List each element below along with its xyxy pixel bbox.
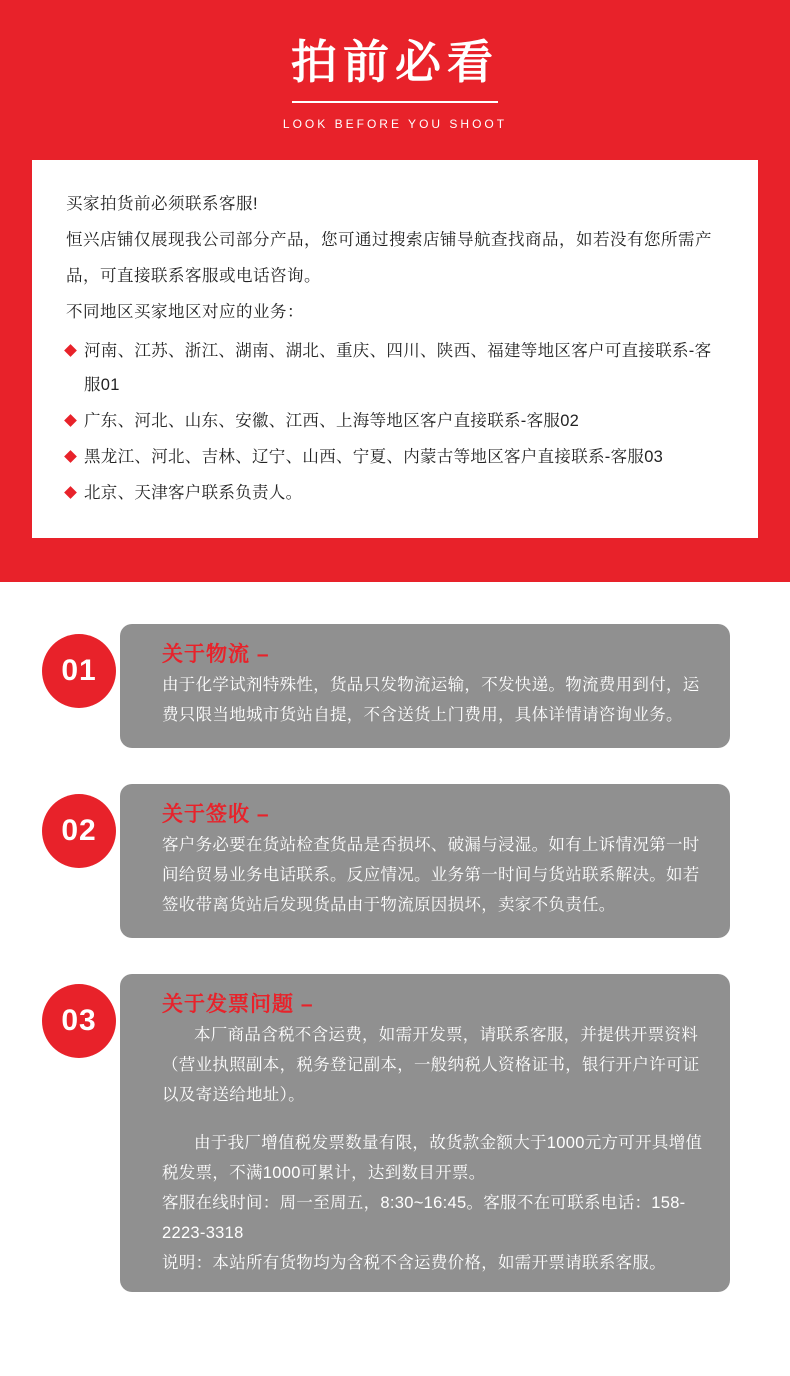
section-title-label: 关于签收 bbox=[162, 803, 250, 826]
diamond-bullet-icon bbox=[64, 414, 77, 427]
list-item-label: 黑龙江、河北、吉林、辽宁、山西、宁夏、内蒙古等地区客户直接联系-客服03 bbox=[84, 448, 664, 466]
list-item-label: 河南、江苏、浙江、湖南、湖北、重庆、四川、陕西、福建等地区客户可直接联系-客服01 bbox=[84, 342, 712, 394]
diamond-bullet-icon bbox=[64, 486, 77, 499]
notice-line-2: 恒兴店铺仅展现我公司部分产品，您可通过搜索店铺导航查找商品，如若没有您所需产品，可直接联系客服或电话咨询。 bbox=[66, 231, 712, 285]
section-paragraph: 由于我厂增值税发票数量有限，故货款金额大于1000元方可开具增值税发票，不满1000可累计，达到数目开票。 bbox=[162, 1134, 703, 1182]
notice-region-list bbox=[66, 334, 724, 510]
notice-line-1: 买家拍货前必须联系客服! bbox=[66, 195, 259, 213]
notice-card bbox=[32, 160, 758, 538]
section-paragraph: 由于化学试剂特殊性，货品只发物流运输，不发快递。物流费用到付，运费只限当地城市货站自提，不含送货上门费用，具体详情请咨询业务。 bbox=[162, 676, 700, 724]
section-body bbox=[120, 624, 730, 748]
section-text bbox=[162, 670, 708, 730]
section-title-dash: – bbox=[256, 803, 270, 826]
section-body bbox=[120, 974, 730, 1292]
banner-subtitle: LOOK BEFORE YOU SHOOT bbox=[282, 116, 508, 131]
notice-line-3: 不同地区买家地区对应的业务： bbox=[66, 303, 304, 321]
section-title-label: 关于物流 bbox=[162, 643, 250, 666]
list-item bbox=[66, 404, 724, 438]
section-number-badge: 03 bbox=[42, 984, 116, 1058]
list-item bbox=[66, 440, 724, 474]
section-paragraph: 客服在线时间：周一至周五，8:30~16:45。客服不在可联系电话：158-2223-3318 bbox=[162, 1194, 686, 1242]
section-text bbox=[162, 1020, 708, 1278]
section-title-dash: – bbox=[256, 643, 270, 666]
section-paragraph: 客户务必要在货站检查货品是否损坏、破漏与浸湿。如有上诉情况第一时间给贸易业务电话联系。反应情况。业务第一时间与货站联系解决。如若签收带离货站后发现货品由于物流原因损坏，卖家不负责任。 bbox=[162, 836, 700, 914]
banner-title: 拍前必看 bbox=[291, 36, 499, 88]
section-title-label: 关于发票问题 bbox=[162, 993, 294, 1016]
section-title bbox=[162, 638, 708, 668]
section-number-badge: 01 bbox=[42, 634, 116, 708]
list-item-label: 广东、河北、山东、安徽、江西、上海等地区客户直接联系-客服02 bbox=[84, 412, 580, 430]
section-title bbox=[162, 988, 708, 1018]
section-number-badge: 02 bbox=[42, 794, 116, 868]
diamond-bullet-icon bbox=[64, 344, 77, 357]
section-text bbox=[162, 830, 708, 920]
info-sections bbox=[0, 582, 790, 1376]
section-logistics bbox=[0, 624, 790, 748]
top-banner bbox=[0, 0, 790, 582]
section-paragraph: 本厂商品含税不含运费，如需开发票，请联系客服，并提供开票资料（营业执照副本，税务登记副本，一般纳税人资格证书，银行开户许可证以及寄送给地址）。 bbox=[162, 1026, 700, 1104]
section-title bbox=[162, 798, 708, 828]
section-title-dash: – bbox=[300, 993, 314, 1016]
section-body bbox=[120, 784, 730, 938]
list-item bbox=[66, 334, 724, 402]
list-item bbox=[66, 476, 724, 510]
section-paragraph: 说明：本站所有货物均为含税不含运费价格，如需开票请联系客服。 bbox=[162, 1254, 666, 1272]
banner-divider bbox=[292, 101, 498, 103]
list-item-label: 北京、天津客户联系负责人。 bbox=[84, 484, 303, 502]
section-invoice bbox=[0, 974, 790, 1292]
section-signing bbox=[0, 784, 790, 938]
diamond-bullet-icon bbox=[64, 450, 77, 463]
